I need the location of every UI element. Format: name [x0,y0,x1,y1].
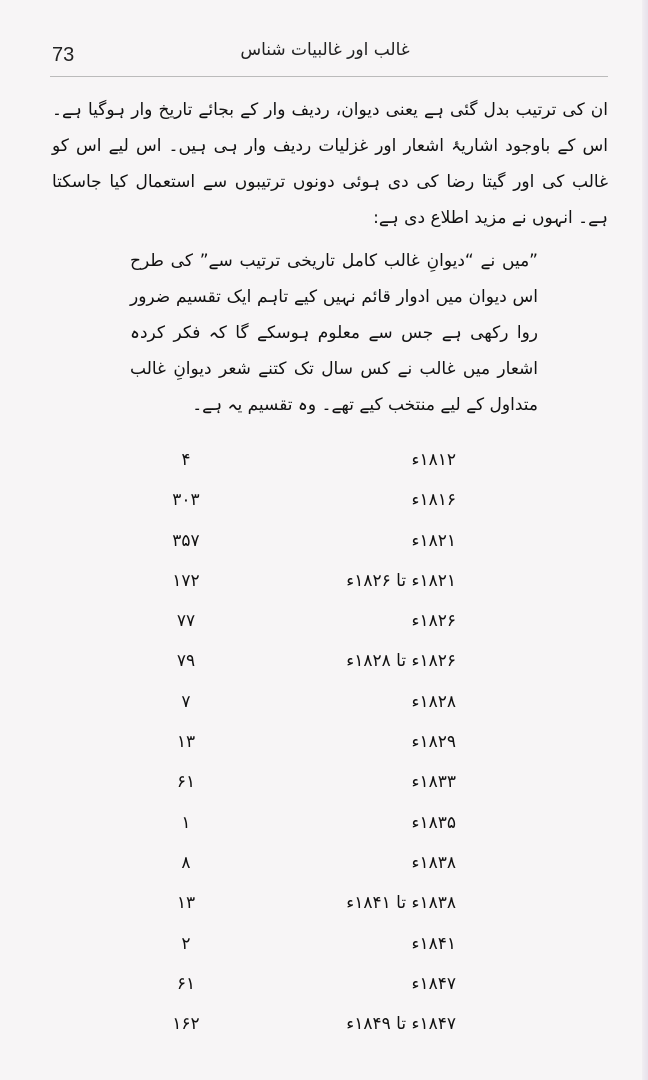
count-cell: ۸ [181,852,191,873]
count-cell: ۴ [181,450,191,470]
year-cell: ۱۸۴۷ء تا ۱۸۴۹ء [346,1014,456,1035]
year-cell: ۱۸۳۸ء تا ۱۸۴۱ء [346,893,456,914]
table-row [100,647,520,687]
header-divider [50,76,608,77]
count-cell: ۶۱ [176,772,196,793]
table-row [100,728,520,768]
count-cell: ۱۶۲ [172,1014,200,1035]
table-row [100,527,520,567]
count-cell: ۳۵۷ [172,530,200,551]
table-row [100,1010,520,1050]
year-cell: ۱۸۲۶ء تا ۱۸۲۸ء [346,651,456,672]
count-cell: ۳۰۳ [172,490,200,511]
year-cell: ۱۸۳۸ء [411,852,456,873]
year-cell: ۱۸۲۱ء تا ۱۸۲۶ء [346,570,456,591]
page-number: 73 [52,44,75,66]
year-cell: ۱۸۱۶ء [411,490,456,511]
count-cell: ۷۷ [176,611,196,632]
year-count-table [100,446,520,1050]
year-cell: ۱۸۳۳ء [411,772,456,793]
count-cell: ۶۱ [176,973,196,994]
table-row [100,809,520,849]
year-cell: ۱۸۲۱ء [411,530,456,551]
running-title: غالب اور غالبیات شناس [240,40,410,60]
count-cell: ۱۳ [176,893,196,914]
year-cell: ۱۸۳۵ء [411,812,456,833]
count-cell: ۱۳ [176,732,196,753]
count-cell: ۱ [181,812,191,833]
count-cell: ۲ [181,933,191,954]
block-quote: ”میں نے “دیوانِ غالب کامل تاریخی ترتیب سے” کی طرح اس دیوان میں ادوار قائم نہیں کیے تاہم ایک تقسیم ضرور روا رکھی ہے جس سے معلوم ہوسکے گا کہ فکر کردہ اشعار میں غالب نے کس سال تک کتنے شعر دیوانِ غالب متداول کے لیے منتخب کیے تھے۔ وہ تقسیم یہ ہے۔ [130,251,538,415]
page-edge-shadow [642,0,648,1080]
count-cell: ۷۹ [176,651,196,672]
year-cell: ۱۸۲۶ء [411,611,456,632]
count-cell: ۷ [181,691,191,712]
year-cell: ۱۸۱۲ء [411,450,456,470]
table-row [100,486,520,526]
year-cell: ۱۸۴۷ء [411,973,456,994]
year-cell: ۱۸۴۱ء [411,933,456,954]
table-row [100,889,520,929]
table-row [100,849,520,889]
year-cell: ۱۸۲۸ء [411,691,456,712]
table-row [100,607,520,647]
year-cell: ۱۸۲۹ء [411,732,456,753]
table-row [100,970,520,1010]
body-paragraph: ان کی ترتیب بدل گئی ہے یعنی دیوان، ردیف وار کے بجائے تاریخ وار ہوگیا ہے۔ اس کے باوجود اشاریۂ اشعار اور غزلیات ردیف وار ہی ہیں۔ اس لیے اس کو غالب کی اور گیتا رضا کی دی ہوئی دونوں ترتیبوں سے استعمال کیا جاسکتا ہے۔ انہوں نے مزید اطلاع دی ہے: [52,100,608,228]
table-row [100,567,520,607]
table-row [100,768,520,808]
table-row [100,446,520,486]
table-row [100,688,520,728]
table-row [100,930,520,970]
count-cell: ۱۷۲ [172,570,200,591]
